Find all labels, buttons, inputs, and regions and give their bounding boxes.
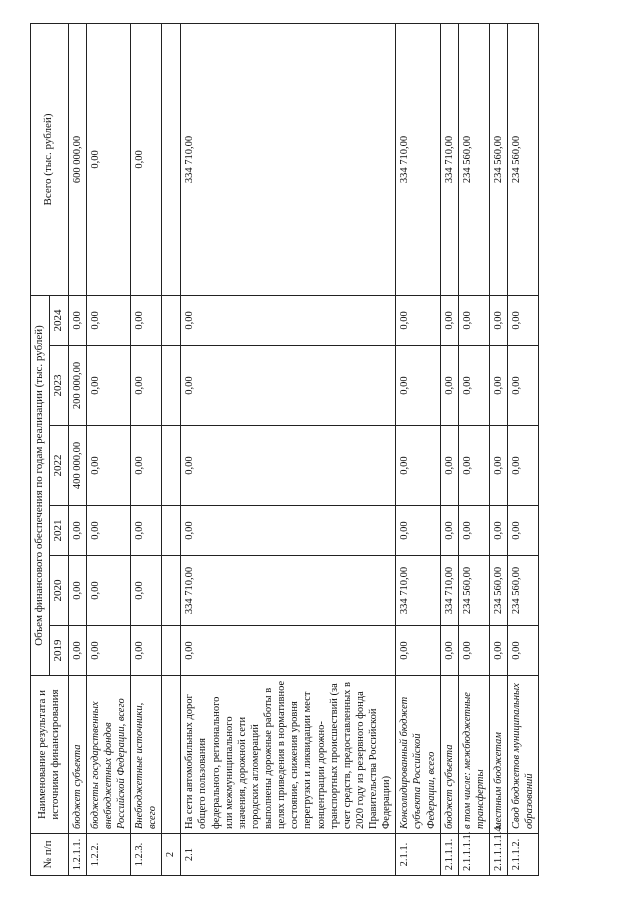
year-value: 334 710,00 — [440, 556, 458, 626]
row-total: 600 000,00 — [68, 23, 86, 295]
row-name: местным бюджетам — [490, 676, 508, 834]
year-value: 0,00 — [86, 426, 130, 506]
funding-table — [30, 23, 539, 876]
year-value: 0,00 — [396, 346, 440, 426]
year-value: 0,00 — [181, 346, 396, 426]
table-row — [68, 23, 86, 875]
year-value: 0,00 — [396, 295, 440, 345]
row-number: 2 — [162, 834, 181, 876]
year-value — [162, 426, 181, 506]
table-row — [490, 23, 508, 875]
year-value: 0,00 — [458, 426, 489, 506]
year-value: 400 000,00 — [68, 426, 86, 506]
year-value: 234 560,00 — [458, 556, 489, 626]
year-value: 0,00 — [86, 626, 130, 676]
row-total: 234 560,00 — [458, 23, 489, 295]
year-value: 0,00 — [396, 426, 440, 506]
header-name: Наименование результата и источники финансирования — [31, 676, 69, 834]
row-name: Свод бюджетов муниципальных образований — [508, 676, 539, 834]
row-number: 2.1 — [181, 834, 396, 876]
year-value — [162, 556, 181, 626]
table-body — [68, 23, 539, 875]
row-name: Внебюджетные источники, всего — [131, 676, 162, 834]
row-name: Консолидированный бюджет субъекта Российской Федерации, всего — [396, 676, 440, 834]
year-value: 0,00 — [508, 295, 539, 345]
row-name: На сети автомобильных дорог общего пользования федерального, регионального или межмуниципального значения, дорожной сети городских агломераций выполнены дорожные работы в целях приведения в нормативное состояние, снижения уровня перегрузки и ликвидации мест концентрации дорожно-транспортных происшествий (за счет средств, предоставленных в 2020 году из резервного фонда Правительства Российской Федерации) — [181, 676, 396, 834]
year-value: 0,00 — [490, 506, 508, 556]
year-value — [162, 346, 181, 426]
row-number: 2.1.1.1.1. — [458, 834, 489, 876]
year-value: 0,00 — [490, 626, 508, 676]
year-value: 0,00 — [181, 506, 396, 556]
table-row — [458, 23, 489, 875]
row-total: 334 710,00 — [440, 23, 458, 295]
year-value: 234 560,00 — [508, 556, 539, 626]
row-number: 1.2.1.1. — [68, 834, 86, 876]
year-value: 0,00 — [508, 346, 539, 426]
row-total: 0,00 — [86, 23, 130, 295]
year-value: 200 000,00 — [68, 346, 86, 426]
header-total: Всего (тыс. рублей) — [31, 23, 69, 295]
year-value: 0,00 — [458, 626, 489, 676]
year-value: 0,00 — [181, 426, 396, 506]
year-value: 0,00 — [131, 626, 162, 676]
table-row — [162, 23, 181, 875]
year-header: 2019 — [49, 626, 68, 676]
year-value: 0,00 — [68, 626, 86, 676]
year-value: 0,00 — [508, 626, 539, 676]
row-total: 334 710,00 — [181, 23, 396, 295]
row-total — [162, 23, 181, 295]
year-header: 2020 — [49, 556, 68, 626]
year-value — [162, 506, 181, 556]
year-value: 0,00 — [490, 426, 508, 506]
table-row — [440, 23, 458, 875]
row-name: бюджет субъекта — [440, 676, 458, 834]
year-value: 0,00 — [396, 506, 440, 556]
year-value: 0,00 — [440, 426, 458, 506]
year-header: 2022 — [49, 426, 68, 506]
row-name: в том числе: межбюджетные трансферты — [458, 676, 489, 834]
year-value — [162, 626, 181, 676]
year-value: 0,00 — [86, 556, 130, 626]
row-total: 0,00 — [131, 23, 162, 295]
row-name — [162, 676, 181, 834]
row-total: 234 560,00 — [508, 23, 539, 295]
year-value: 0,00 — [68, 556, 86, 626]
row-number: 1.2.2. — [86, 834, 130, 876]
row-number: 2.1.1.1.1.4. — [490, 834, 508, 876]
year-value: 0,00 — [86, 295, 130, 345]
year-value: 0,00 — [440, 506, 458, 556]
table-row — [131, 23, 162, 875]
year-value: 0,00 — [68, 506, 86, 556]
row-name: бюджеты государственных внебюджетных фондов Российской Федерации, всего — [86, 676, 130, 834]
year-value: 0,00 — [68, 295, 86, 345]
year-value: 0,00 — [458, 295, 489, 345]
year-value: 0,00 — [131, 295, 162, 345]
table-row — [508, 23, 539, 875]
year-header: 2023 — [49, 346, 68, 426]
row-total: 234 560,00 — [490, 23, 508, 295]
year-value: 334 710,00 — [181, 556, 396, 626]
year-value: 0,00 — [440, 346, 458, 426]
year-value: 0,00 — [86, 506, 130, 556]
year-value: 0,00 — [490, 295, 508, 345]
row-number: 1.2.3. — [131, 834, 162, 876]
year-value: 0,00 — [181, 626, 396, 676]
year-value: 0,00 — [440, 295, 458, 345]
row-number: 2.1.1.1. — [440, 834, 458, 876]
header-no: № п/п — [31, 834, 69, 876]
row-name: бюджет субъекта — [68, 676, 86, 834]
year-value: 0,00 — [458, 346, 489, 426]
year-value: 0,00 — [131, 346, 162, 426]
year-value: 334 710,00 — [396, 556, 440, 626]
year-header: 2024 — [49, 295, 68, 345]
table-row — [181, 23, 396, 875]
header-funding: Объем финансового обеспечения по годам реализации (тыс. рублей) — [31, 295, 50, 675]
year-value: 0,00 — [131, 556, 162, 626]
year-value — [162, 295, 181, 345]
header-row — [31, 23, 50, 875]
row-total: 334 710,00 — [396, 23, 440, 295]
table-row — [396, 23, 440, 875]
year-value: 0,00 — [490, 346, 508, 426]
row-number: 2.1.1.2. — [508, 834, 539, 876]
year-value: 234 560,00 — [490, 556, 508, 626]
year-value: 0,00 — [508, 506, 539, 556]
year-value: 0,00 — [440, 626, 458, 676]
year-value: 0,00 — [86, 346, 130, 426]
year-value: 0,00 — [508, 426, 539, 506]
year-header: 2021 — [49, 506, 68, 556]
year-value: 0,00 — [458, 506, 489, 556]
table-row — [86, 23, 130, 875]
row-number: 2.1.1. — [396, 834, 440, 876]
year-value: 0,00 — [396, 626, 440, 676]
year-value: 0,00 — [131, 506, 162, 556]
year-value: 0,00 — [181, 295, 396, 345]
year-value: 0,00 — [131, 426, 162, 506]
